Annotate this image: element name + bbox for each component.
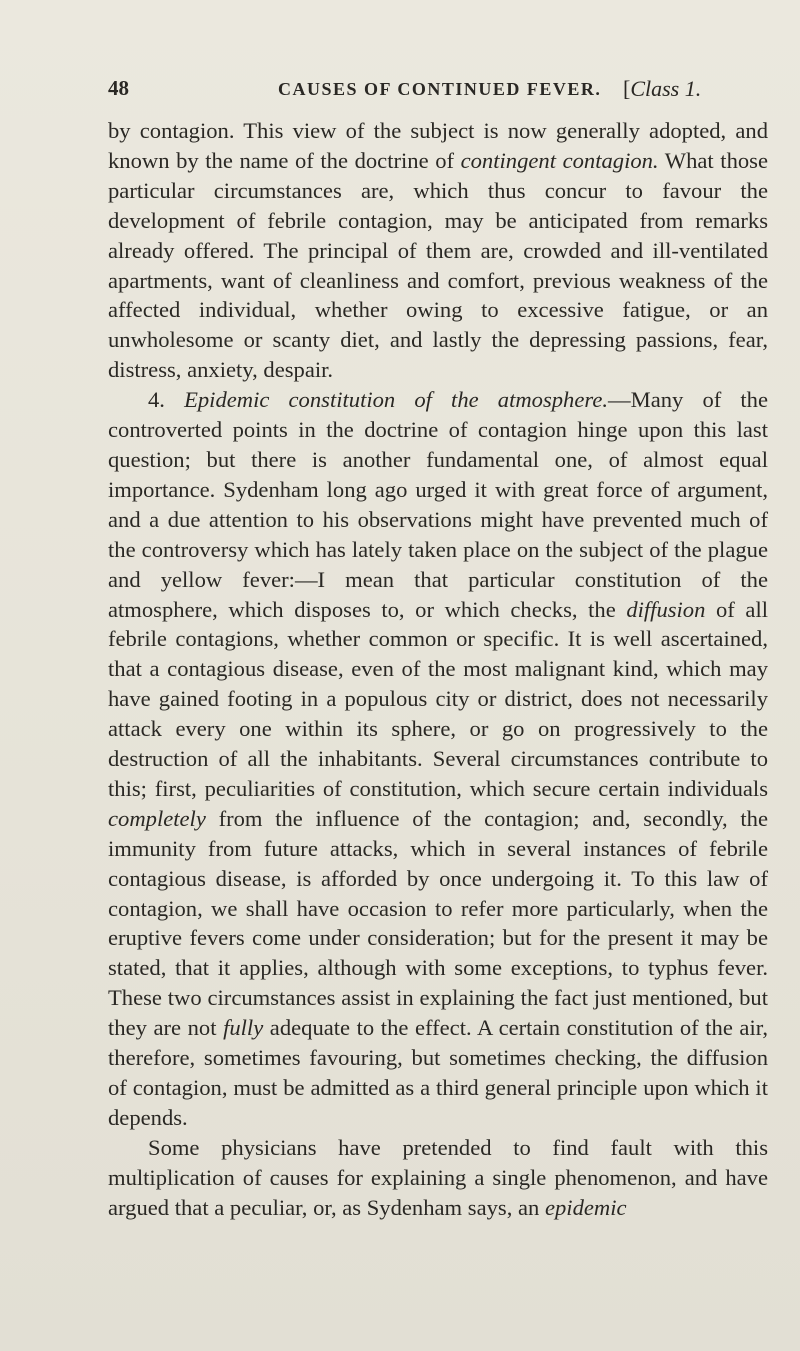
paragraph (108, 1133, 768, 1223)
paragraph (108, 116, 768, 385)
paragraph (108, 385, 768, 1133)
page-number: 48 (108, 76, 129, 100)
text-segment: —Many of the controverted points in the doctrine of contagion hinge upon this last question; but there is another fundamental one, of almost equal importance. Sydenham long ago urged it with great force of argument, and a due attention to his observations might have prevented much of the controversy which has lately taken place on the subject of the plague and yellow fever:—I mean that particular constitution of the atmosphere, which disposes to, or which checks, the (108, 387, 768, 622)
text-segment: 4. (148, 387, 185, 413)
italic-text: epidemic (544, 1194, 627, 1220)
class-label (623, 76, 701, 102)
text-segment: Some physicians have pretended to find fault with this multiplication of causes for explaining a single phenomenon, and have argued that a peculiar, or, as Sydenham says, an (108, 1134, 768, 1220)
body-text (108, 116, 768, 1223)
running-title: CAUSES OF CONTINUED FEVER. (278, 79, 602, 99)
text-segment: by contagion. This view of the subject is now generally adopted, and known by the name of the doctrine of (108, 118, 768, 173)
italic-text: completely (108, 805, 206, 831)
bracket: [ (623, 76, 631, 101)
italic-text: fully (223, 1015, 264, 1041)
italic-text: Epidemic constitution of the atmosphere. (184, 387, 609, 413)
class-label-text: Class 1. (630, 76, 702, 101)
text-segment: of all febrile contagions, whether common or specific. It is well ascertained, that a contagious disease, even of the most malignant kind, which may have gained footing in a populous city or district, does not necessarily attack every one within its sphere, or go on progressively to the destruction of all the inhabitants. Several circumstances contribute to this; first, peculiarities of constitution, which secure certain individuals (108, 596, 768, 801)
running-header (108, 76, 768, 110)
italic-text: diffusion (626, 596, 706, 622)
italic-text: contingent contagion. (460, 147, 659, 173)
text-segment: from the influence of the contagion; and, secondly, the immunity from future attacks, which in several instances of febrile contagious disease, is afforded by once undergoing it. To this law of contagion, we shall have occasion to refer more particularly, when the eruptive fevers come under consideration; but for the present it may be stated, that it applies, although with some exceptions, to typhus fever. These two circumstances assist in explaining the fact just mentioned, but they are not (108, 805, 768, 1041)
text-segment: What those particular circumstances are, which thus concur to favour the development of febrile contagion, may be anticipated from remarks already offered. The principal of them are, crowded and ill-ventilated apartments, want of cleanliness and comfort, previous weakness of the affected individual, whether owing to excessive fatigue, or an unwholesome or scanty diet, and lastly the depressing passions, fear, distress, anxiety, despair. (108, 147, 768, 383)
text-segment: adequate to the effect. A certain constitution of the air, therefore, sometimes favouring, but sometimes checking, the diffusion of contagion, must be admitted as a third general principle upon which it depends. (108, 1015, 769, 1130)
